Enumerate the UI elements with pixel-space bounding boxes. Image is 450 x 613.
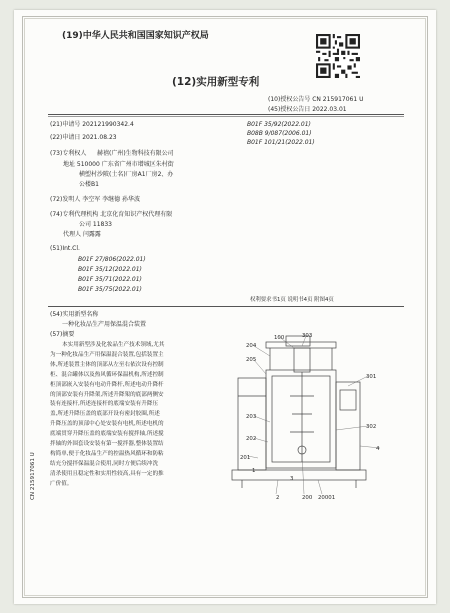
patent-page	[14, 10, 436, 604]
abstract-line: 本实用新型涉及化妆品生产技术领域,尤其	[62, 342, 165, 348]
figure-label: 1	[252, 468, 256, 474]
filing-date: (22)申请日 2021.08.23	[50, 134, 117, 141]
abstract-line: 柜顶部嵌入安装有电动升降杆,所述电动升降杆	[50, 381, 164, 388]
class-entry: B08B 9/087(2006.01)	[247, 130, 312, 137]
abstract-line: 底端贯穿升降压盖的底端安装有搅拌轴,所述搅	[50, 431, 164, 438]
figure-label: 204	[246, 343, 257, 349]
page-counts: 权利要求书1页 说明书4页 附图4页	[250, 297, 334, 303]
abstract-label: (57)摘要	[50, 331, 75, 338]
figure-label: 2	[276, 495, 280, 501]
class-entry: B01F 35/71(2022.01)	[78, 276, 142, 283]
abstract-line: 装有连接杆,所述连接杆的底端安装有升降压	[50, 401, 159, 408]
owner-label: (73)专利权人	[50, 150, 87, 157]
figure-label: 3	[290, 476, 294, 482]
header-rule	[48, 114, 404, 115]
abstract-line: 盖,所述升降压盖的底部开设有密封胶圈,所述	[50, 411, 160, 418]
figure-label: 205	[246, 357, 257, 363]
figure-label: 202	[246, 436, 257, 442]
abstract-line: 升降压盖的顶部中心处安装有电机,所述电机的	[50, 421, 164, 428]
address-line-1: 地址 510000 广东省广州市增城区朱村街	[63, 161, 174, 168]
class-entry: B01F 27/806(2022.01)	[78, 256, 146, 263]
figure-label: 100	[274, 335, 285, 341]
class-entry: B01F 35/92(2022.01)	[247, 121, 311, 128]
abstract-line: 清杀使用且稳定性和实用性较高,具有一定的推	[50, 470, 164, 477]
address-line-2: 横塱村沙陂(土名)厂房A1厂房2、办	[79, 171, 174, 178]
abstract-line: 广价值。	[50, 480, 73, 487]
figure-label: 201	[240, 455, 251, 461]
class-entry: B01F 35/12(2022.01)	[78, 266, 142, 273]
agency-line-1: (74)专利代理机构 北京化育知识产权代理有限	[50, 211, 173, 218]
section-rule	[48, 306, 404, 307]
abstract-line: 体,所述装置主体的顶部从左至右依次设有控制	[50, 361, 164, 368]
technical-drawing	[208, 326, 404, 508]
figure-label: 200	[302, 495, 313, 501]
abstract-line: 的顶部安装有升降架,所述升降架的底部两侧安	[50, 391, 164, 398]
agency-line-2: 公司 11833	[79, 221, 112, 228]
class-entry: B01F 101/21(2022.01)	[247, 139, 315, 146]
utility-model-title: 一种化妆品生产用保温混合装置	[62, 321, 147, 328]
figure-label: 20001	[318, 495, 336, 501]
agent: 代理人 闫露露	[63, 231, 101, 238]
abstract-line: 柜、混合罐体以及热风循环保温机构,所述控制	[50, 371, 164, 378]
office-name: (19)中华人民共和国国家知识产权局	[62, 31, 209, 41]
inventors: (72)发明人 李空军 李继德 孙华波	[50, 196, 141, 203]
abstract-text	[50, 341, 202, 490]
figure-label: 203	[246, 414, 257, 420]
side-publication-number: CN 215917061 U	[30, 452, 36, 500]
abstract-line: 为一种化妆品生产用保温混合装置,包括装置主	[50, 351, 164, 358]
abstract-line: 拌轴的外围套设安装有第一搅拌器,整体装置结	[50, 441, 164, 448]
qr-code	[316, 34, 360, 78]
figure-label: 303	[302, 333, 313, 339]
figure-label: 301	[366, 374, 377, 380]
application-number: (21)申请号 202121990342.4	[50, 121, 134, 128]
document-type: (12)实用新型专利	[172, 76, 260, 88]
figure-label: 302	[366, 424, 377, 430]
abstract-line: 构简单,便于化妆品生产的控温热风循环和防粘	[50, 450, 164, 457]
abstract-line: 结充分搅拌保温混合使用,同时方便后续冲洗	[50, 460, 159, 467]
header-rule-thin	[48, 116, 404, 117]
figure-label: 4	[376, 446, 380, 452]
owner-name: 赫禧(广州)生物科技有限公司	[97, 150, 174, 157]
publication-date: (45)授权公告日 2022.03.01	[268, 106, 347, 113]
class-entry: B01F 35/75(2022.01)	[78, 286, 142, 293]
address-line-3: 公楼B1	[79, 181, 99, 188]
title-label: (54)实用新型名称	[50, 311, 99, 318]
publication-number: (10)授权公告号 CN 215917061 U	[268, 96, 364, 103]
int-cl-label: (51)Int.Cl.	[50, 245, 80, 252]
